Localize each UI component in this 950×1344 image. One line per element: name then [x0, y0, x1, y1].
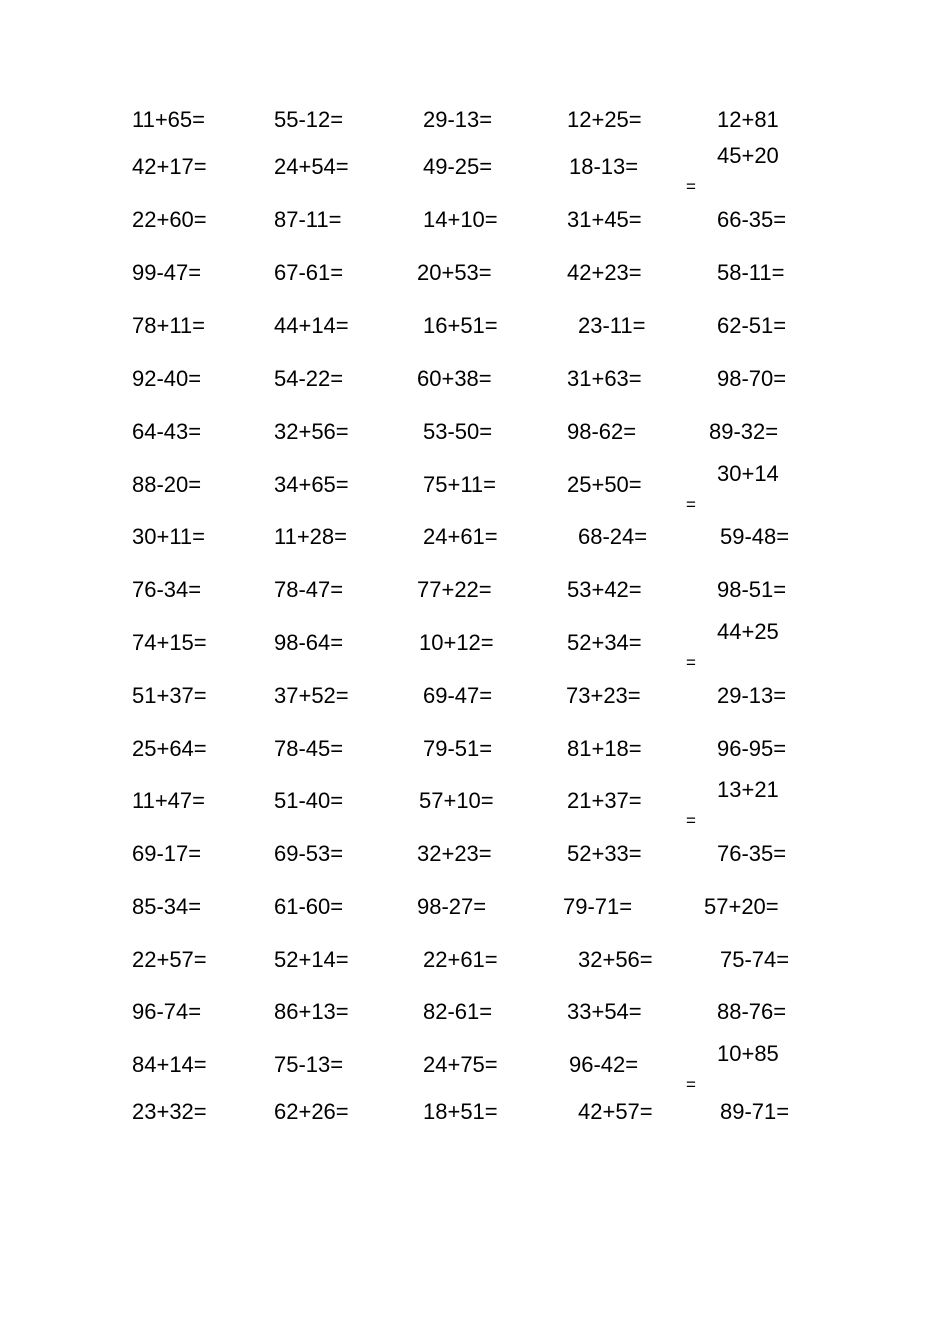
problem-r7-c2: 32+56= [274, 419, 349, 444]
problem-r8-c2: 34+65= [274, 472, 349, 497]
wrapped-equals-sign: = [686, 177, 696, 196]
problem-r15-c2: 69-53= [274, 841, 344, 866]
problem-r15-c4: 52+33= [567, 841, 642, 866]
problem-r7-c5: 89-32= [709, 419, 779, 444]
problem-r11-c4: 52+34= [567, 630, 642, 655]
problem-r17-c2: 52+14= [274, 947, 349, 972]
problem-r3-c2: 87-11= [274, 207, 342, 232]
wrapped-equals-sign: = [686, 495, 696, 514]
problem-r19-c1: 84+14= [132, 1052, 207, 1077]
problem-r8-c1: 88-20= [132, 472, 202, 497]
problem-r13-c3: 79-51= [423, 736, 493, 761]
problem-r9-c3: 24+61= [423, 524, 498, 549]
problem-r2-c3: 49-25= [423, 154, 493, 179]
problem-r5-c1: 78+11= [132, 313, 206, 338]
problem-r4-c4: 42+23= [567, 260, 642, 285]
problem-r6-c4: 31+63= [567, 366, 642, 391]
problem-r10-c1: 76-34= [132, 577, 202, 602]
problem-r20-c5: 89-71= [720, 1099, 790, 1124]
problem-r17-c4: 32+56= [578, 947, 653, 972]
problem-r10-c2: 78-47= [274, 577, 344, 602]
problem-r7-c3: 53-50= [423, 419, 493, 444]
wrapped-equals-sign: = [686, 1075, 696, 1094]
problem-r9-c1: 30+11= [132, 524, 206, 549]
problem-r11-c5: 44+25 [717, 619, 779, 644]
problem-r11-c2: 98-64= [274, 630, 344, 655]
problem-r13-c4: 81+18= [567, 736, 642, 761]
problem-r8-c5: 30+14 [717, 461, 779, 486]
wrapped-equals-sign: = [686, 653, 696, 672]
problem-r8-c3: 75+11= [423, 472, 497, 497]
problem-r3-c5: 66-35= [717, 207, 787, 232]
problem-r2-c1: 42+17= [132, 154, 207, 179]
problem-r5-c5: 62-51= [717, 313, 787, 338]
problem-r18-c3: 82-61= [423, 999, 493, 1024]
problem-r1-c4: 12+25= [567, 107, 642, 132]
problem-r6-c1: 92-40= [132, 366, 202, 391]
problem-r10-c3: 77+22= [417, 577, 492, 602]
problem-r14-c4: 21+37= [567, 788, 642, 813]
problem-r13-c2: 78-45= [274, 736, 344, 761]
problem-r16-c2: 61-60= [274, 894, 344, 919]
problem-r9-c4: 68-24= [578, 524, 648, 549]
problem-r15-c3: 32+23= [417, 841, 492, 866]
problem-r19-c4: 96-42= [569, 1052, 639, 1077]
problem-r6-c2: 54-22= [274, 366, 344, 391]
problem-r11-c3: 10+12= [419, 630, 494, 655]
problem-r18-c2: 86+13= [274, 999, 349, 1024]
problem-r12-c3: 69-47= [423, 683, 493, 708]
problem-r5-c2: 44+14= [274, 313, 349, 338]
problem-r4-c2: 67-61= [274, 260, 344, 285]
problem-r14-c5: 13+21 [717, 777, 779, 802]
problem-r17-c5: 75-74= [720, 947, 790, 972]
problem-r13-c5: 96-95= [717, 736, 787, 761]
problem-r3-c1: 22+60= [132, 207, 207, 232]
problem-r18-c1: 96-74= [132, 999, 202, 1024]
problem-r9-c5: 59-48= [720, 524, 790, 549]
problem-r7-c4: 98-62= [567, 419, 637, 444]
problem-r10-c4: 53+42= [567, 577, 642, 602]
problem-r14-c2: 51-40= [274, 788, 344, 813]
problem-r15-c1: 69-17= [132, 841, 202, 866]
wrapped-equals-sign: = [686, 811, 696, 830]
problem-r4-c5: 58-11= [717, 260, 785, 285]
problem-r20-c1: 23+32= [132, 1099, 207, 1124]
problem-r20-c4: 42+57= [578, 1099, 653, 1124]
problem-r8-c4: 25+50= [567, 472, 642, 497]
problem-r6-c5: 98-70= [717, 366, 787, 391]
problem-r14-c1: 11+47= [132, 788, 206, 813]
problem-r16-c1: 85-34= [132, 894, 202, 919]
problem-r19-c2: 75-13= [274, 1052, 344, 1077]
problem-r7-c1: 64-43= [132, 419, 202, 444]
problem-r17-c1: 22+57= [132, 947, 207, 972]
problem-r17-c3: 22+61= [423, 947, 498, 972]
problem-r5-c4: 23-11= [578, 313, 646, 338]
problem-r19-c3: 24+75= [423, 1052, 498, 1077]
problem-r13-c1: 25+64= [132, 736, 207, 761]
problem-r11-c1: 74+15= [132, 630, 207, 655]
problem-r20-c3: 18+51= [423, 1099, 498, 1124]
problem-r20-c2: 62+26= [274, 1099, 349, 1124]
problem-r18-c4: 33+54= [567, 999, 642, 1024]
problem-r2-c5: 45+20 [717, 143, 779, 168]
problem-r1-c3: 29-13= [423, 107, 493, 132]
problem-r4-c3: 20+53= [417, 260, 492, 285]
problem-r1-c5: 12+81 [717, 107, 779, 132]
problem-r15-c5: 76-35= [717, 841, 787, 866]
problem-r12-c1: 51+37= [132, 683, 207, 708]
problem-r3-c3: 14+10= [423, 207, 498, 232]
problem-r12-c2: 37+52= [274, 683, 349, 708]
problem-r2-c4: 18-13= [569, 154, 639, 179]
problem-r9-c2: 11+28= [274, 524, 348, 549]
problem-r12-c4: 73+23= [566, 683, 641, 708]
problem-r2-c2: 24+54= [274, 154, 349, 179]
problem-r16-c5: 57+20= [704, 894, 779, 919]
problem-r5-c3: 16+51= [423, 313, 498, 338]
problem-r19-c5: 10+85 [717, 1041, 779, 1066]
problem-r4-c1: 99-47= [132, 260, 202, 285]
problem-r18-c5: 88-76= [717, 999, 787, 1024]
problem-r1-c2: 55-12= [274, 107, 344, 132]
problem-r16-c4: 79-71= [563, 894, 633, 919]
problem-r6-c3: 60+38= [417, 366, 492, 391]
problem-r16-c3: 98-27= [417, 894, 487, 919]
problem-r10-c5: 98-51= [717, 577, 787, 602]
problem-r12-c5: 29-13= [717, 683, 787, 708]
problem-r14-c3: 57+10= [419, 788, 494, 813]
problem-r1-c1: 11+65= [132, 107, 206, 132]
problem-r3-c4: 31+45= [567, 207, 642, 232]
